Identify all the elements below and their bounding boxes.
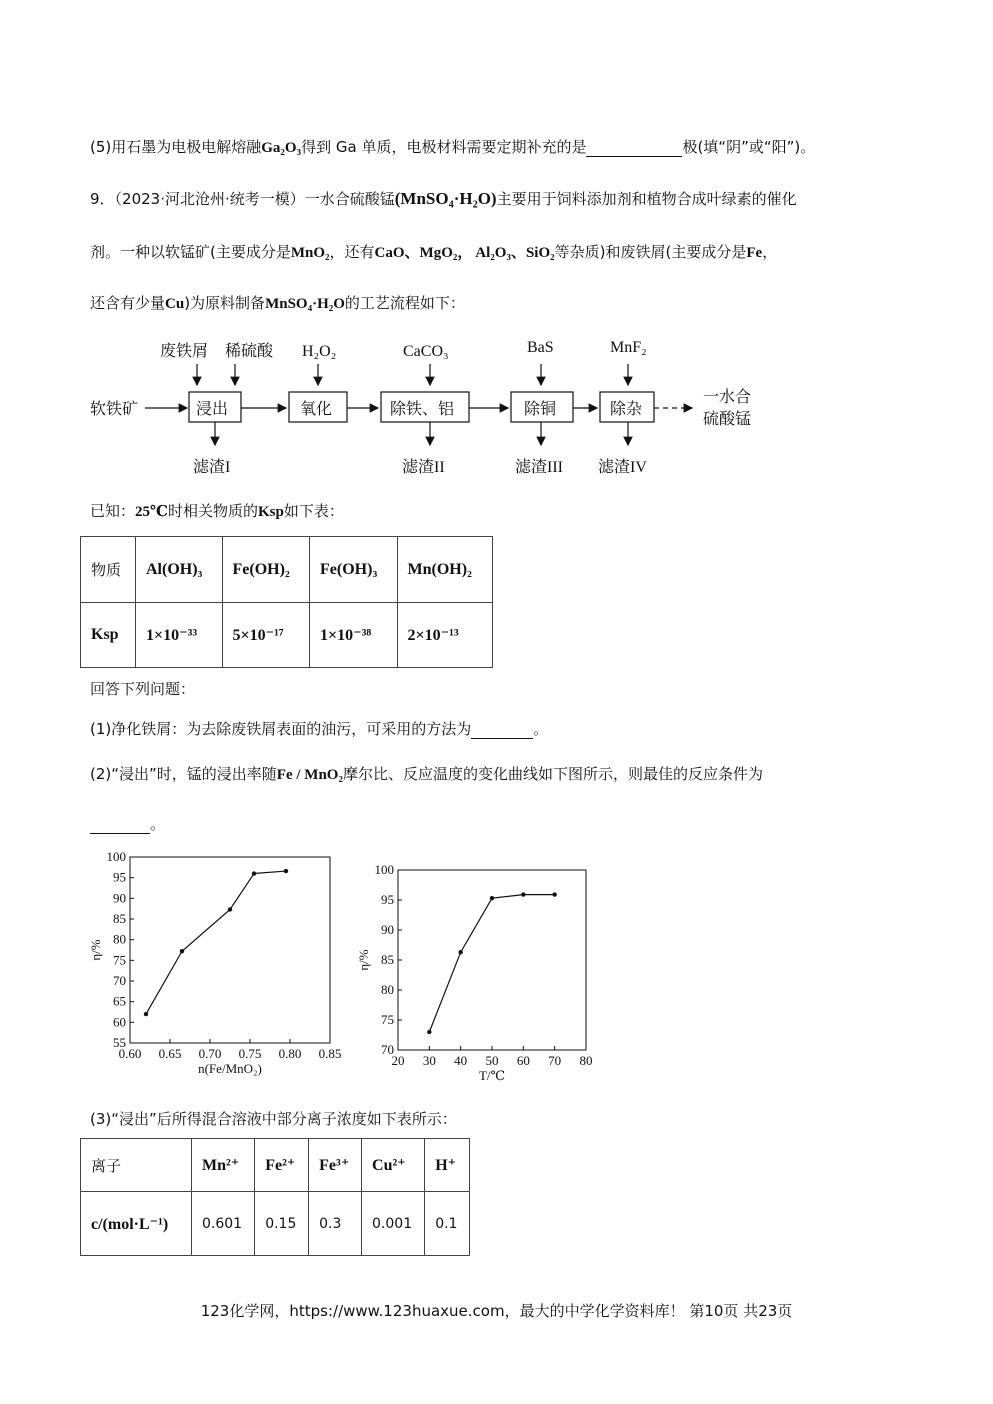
ksp-row-0: Ksp — [81, 603, 136, 668]
flow-step-4-label: 除铜 — [524, 401, 557, 418]
known-text-b: 时相关物质的 — [168, 502, 259, 520]
ion-header-2: Fe²⁺ — [255, 1139, 309, 1192]
y-tick-label: 70 — [113, 973, 126, 988]
ion-concentration-table — [80, 1138, 470, 1256]
ion-row-2: 0.15 — [255, 1192, 309, 1256]
x-tick-label: 60 — [516, 1053, 530, 1068]
flow-step-1-label: 浸出 — [196, 401, 229, 418]
ion-row-4: 0.001 — [362, 1192, 425, 1256]
x-tick-label: 0.65 — [158, 1046, 182, 1061]
ksp-table-header-row — [81, 537, 493, 603]
ksp-header-0: 物质 — [81, 537, 136, 603]
flow-residue-2: 滤渣II — [402, 459, 445, 476]
plot-frame — [130, 857, 330, 1043]
flow-residue-1: 滤渣I — [193, 459, 231, 476]
flow-input-6: MnF₂ — [610, 339, 647, 356]
q9-line3-f2: MnSO₄·H₂O — [265, 296, 345, 312]
ksp-row-3: 1×10⁻³⁸ — [310, 603, 398, 668]
y-tick-label: 95 — [113, 869, 126, 885]
q9-line2-f1: MnO₂ — [290, 245, 330, 261]
known-line — [90, 500, 344, 521]
known-temp: 25℃ — [135, 504, 168, 520]
q1-text-b: 。 — [533, 720, 549, 738]
q9-line3-b: )为原料制备 — [184, 294, 266, 312]
x-tick-label: 0.80 — [278, 1046, 302, 1061]
q2-text-c: 。 — [150, 815, 166, 833]
y-tick-label: 90 — [113, 890, 126, 906]
ksp-header-1: Al(OH)₃ — [136, 537, 223, 603]
q1-text-a: (1)净化铁屑：为去除废铁屑表面的油污，可采用的方法为 — [90, 720, 472, 738]
ion-table-header-row — [81, 1139, 470, 1192]
chart-leach-vs-molar-ratio — [90, 845, 350, 1090]
q2-line2 — [90, 813, 165, 834]
q5-text-a: (5)用石墨为电极电解熔融 — [90, 138, 262, 156]
q2-line — [90, 763, 763, 784]
ion-row-3: 0.3 — [309, 1192, 362, 1256]
data-point — [552, 892, 556, 896]
x-tick-label: 80 — [579, 1053, 593, 1068]
ion-header-3: Fe³⁺ — [309, 1139, 362, 1192]
y-tick-label: 100 — [374, 862, 394, 877]
ksp-row-4: 2×10⁻¹³ — [397, 603, 492, 668]
known-ksp: Ksp — [258, 504, 284, 520]
y-tick-label: 90 — [381, 922, 394, 937]
y-tick-label: 70 — [381, 1042, 394, 1057]
ksp-table — [80, 536, 493, 668]
y-tick-label: 95 — [381, 892, 394, 907]
flow-input-1: 废铁屑 — [160, 343, 209, 360]
known-text-c: 如下表： — [283, 502, 344, 520]
x-tick-label: 70 — [548, 1053, 562, 1068]
ksp-row-2: 5×10⁻¹⁷ — [222, 603, 310, 668]
q2-answer-blank[interactable] — [90, 819, 150, 834]
q2-text-a: (2)“浸出”时，锰的浸出率随 — [90, 765, 277, 783]
ksp-row-1: 1×10⁻³³ — [136, 603, 223, 668]
data-point — [228, 907, 232, 911]
q5-answer-blank[interactable] — [586, 142, 682, 157]
flow-residue-3: 滤渣III — [515, 459, 563, 476]
x-tick-label: 0.60 — [118, 1046, 142, 1061]
y-tick-label: 65 — [113, 993, 126, 1009]
q1-answer-blank[interactable] — [471, 724, 533, 739]
flow-input-5: BaS — [527, 339, 554, 356]
x-tick-label: 20 — [391, 1053, 405, 1068]
data-point — [458, 950, 462, 954]
y-tick-label: 85 — [113, 911, 126, 926]
x-tick-label: 0.70 — [198, 1046, 222, 1061]
q9-line3 — [90, 292, 465, 313]
q9-line2-b: ，还有 — [329, 243, 375, 261]
ion-header-1: Mn²⁺ — [192, 1139, 255, 1192]
q9-line2-d: ， — [762, 243, 778, 261]
q2-formula: Fe / MnO₂ — [276, 767, 343, 783]
x-tick-label: 0.75 — [238, 1046, 262, 1061]
ion-header-0: 离子 — [81, 1139, 192, 1192]
y-tick-label: 100 — [106, 849, 126, 864]
data-point — [144, 1012, 148, 1016]
ion-row-0: c/(mol·L⁻¹) — [81, 1192, 192, 1256]
ion-row-1: 0.601 — [192, 1192, 255, 1256]
data-point — [490, 896, 494, 900]
flow-product-line2: 硫酸锰 — [703, 411, 752, 428]
q9-line1-formula: (MnSO₄·H₂O) — [394, 189, 497, 208]
y-tick-label: 85 — [381, 952, 394, 967]
flow-residue-4: 滤渣IV — [598, 459, 647, 476]
data-point — [252, 871, 256, 875]
series-line — [146, 871, 286, 1014]
ion-header-5: H⁺ — [425, 1139, 470, 1192]
flow-input-2: 稀硫酸 — [225, 343, 274, 360]
flow-product-line1: 一水合 — [703, 389, 752, 406]
x-tick-label: 0.85 — [318, 1046, 342, 1061]
ion-table-value-row — [81, 1192, 470, 1256]
series-line — [429, 895, 554, 1032]
data-point — [521, 892, 525, 896]
q3-line: (3)“浸出”后所得混合溶液中部分离子浓度如下表所示： — [90, 1110, 457, 1128]
x-tick-label: 50 — [485, 1053, 499, 1068]
q9-line3-a: 还含有少量 — [90, 294, 166, 312]
q9-line2 — [90, 241, 777, 262]
y-tick-label: 60 — [113, 1014, 126, 1030]
q1-line — [90, 718, 548, 739]
q9-line2-f3: Fe — [746, 245, 763, 261]
flow-input-3: H₂O₂ — [302, 343, 337, 360]
ksp-table-value-row — [81, 603, 493, 668]
data-point — [180, 949, 184, 953]
known-text-a: 已知： — [90, 502, 136, 520]
answer-intro: 回答下列问题： — [90, 680, 196, 698]
y-tick-label: 80 — [113, 931, 126, 947]
q9-line1-a: 9．（2023·河北沧州·统考一模）一水合硫酸锰 — [90, 190, 395, 208]
x-axis-label: n(Fe/MnO₂) — [198, 1061, 262, 1076]
flow-step-5-label: 除杂 — [610, 401, 643, 418]
flow-step-2-label: 氧化 — [300, 401, 333, 418]
data-point — [284, 869, 288, 873]
flow-input-4: CaCO₃ — [403, 343, 449, 360]
q5-formula: Ga₂O₃ — [261, 140, 302, 156]
ion-row-5: 0.1 — [425, 1192, 470, 1256]
q9-line3-c: 的工艺流程如下： — [344, 294, 465, 312]
ksp-header-3: Fe(OH)₃ — [310, 537, 398, 603]
y-axis-label: η/% — [356, 949, 371, 971]
y-tick-label: 75 — [113, 952, 126, 968]
q5-text-c: 极(填“阴”或“阳”)。 — [682, 138, 816, 156]
x-tick-label: 30 — [422, 1053, 436, 1068]
ion-header-4: Cu²⁺ — [362, 1139, 425, 1192]
q9-line3-f1: Cu — [165, 296, 185, 312]
ksp-header-4: Mn(OH)₂ — [397, 537, 492, 603]
q9-line2-a: 剂。一种以软锰矿(主要成分是 — [90, 243, 291, 261]
process-flow-diagram — [90, 332, 770, 482]
q9-line2-f2: CaO、MgO₂， Al₂O₃、SiO₂ — [374, 245, 555, 261]
x-axis-label: T/℃ — [478, 1068, 506, 1083]
page-footer: 123化学网，https://www.123huaxue.com，最大的中学化学资料库！ 第10页 共23页 — [200, 1302, 793, 1320]
q5-line — [90, 136, 815, 157]
chart-leach-vs-temperature — [355, 860, 605, 1090]
q5-text-b: 得到 Ga 单质，电极材料需要定期补充的是 — [301, 138, 587, 156]
flow-step-3-label: 除铁、铝 — [390, 401, 455, 418]
q2-text-b: 摩尔比、反应温度的变化曲线如下图所示，则最佳的反应条件为 — [342, 765, 763, 783]
y-tick-label: 75 — [381, 1012, 394, 1027]
y-tick-label: 80 — [381, 982, 394, 997]
flow-start-label: 软铁矿 — [90, 401, 139, 418]
ksp-header-2: Fe(OH)₂ — [222, 537, 310, 603]
y-tick-label: 55 — [113, 1035, 126, 1050]
q9-line1 — [90, 188, 797, 209]
data-point — [427, 1030, 431, 1034]
q9-line2-c: 等杂质)和废铁屑(主要成分是 — [554, 243, 747, 261]
q9-line1-b: 主要用于饲料添加剂和植物合成叶绿素的催化 — [496, 190, 797, 208]
y-axis-label: η/% — [88, 939, 103, 961]
x-tick-label: 40 — [454, 1053, 468, 1068]
